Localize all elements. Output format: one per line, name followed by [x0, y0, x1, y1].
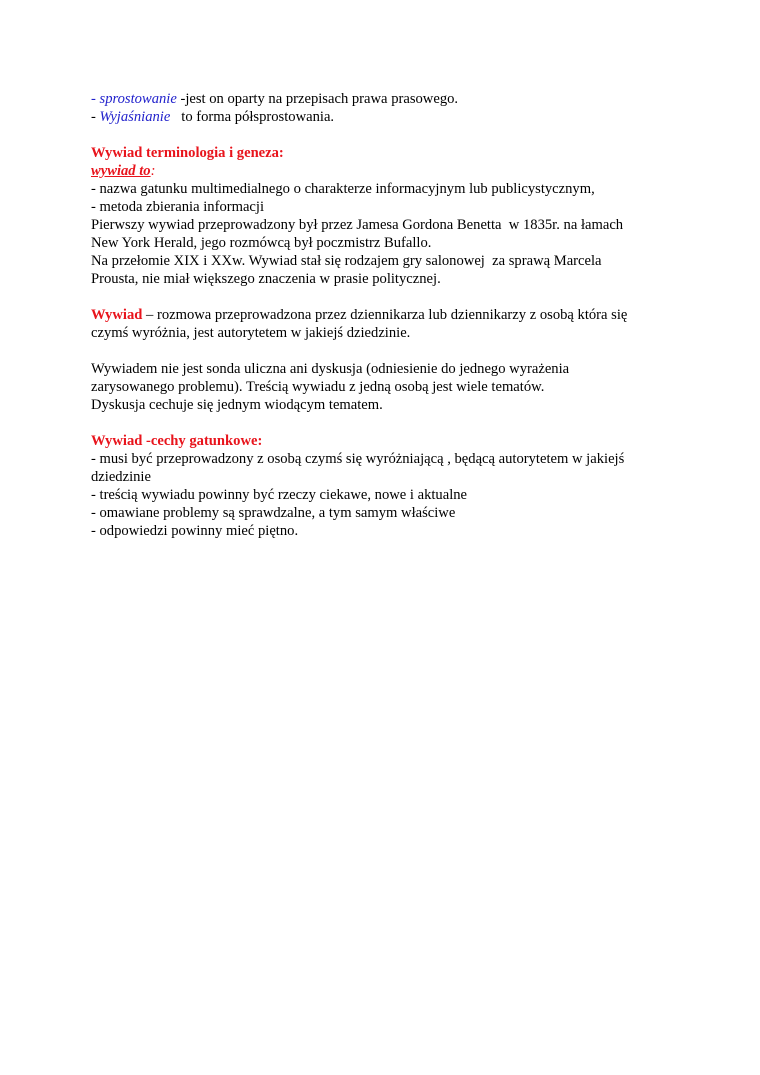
text-line: zarysowanego problemu). Treścią wywiadu z jedną osobą jest wiele tematów.: [91, 379, 545, 395]
wywiad-term: Wywiad: [91, 307, 143, 323]
wyjasnianie-line: [91, 108, 691, 126]
spacer: [91, 342, 691, 360]
text-line: - nazwa gatunku multimedialnego o charakterze informacyjnym lub publicystycznym,: [91, 181, 595, 197]
text-line: - metoda zbierania informacji: [91, 199, 265, 215]
spacer: [91, 288, 691, 306]
text-line: - odpowiedzi powinny mieć piętno.: [91, 523, 299, 539]
spacer: [91, 126, 691, 144]
text-line: dziedzinie: [91, 469, 151, 485]
spacer: [91, 414, 691, 432]
text-line: Pierwszy wywiad przeprowadzony był przez Jamesa Gordona Benetta w 1835r. na łamach: [91, 217, 624, 233]
text-line: czymś wyróżnia, jest autorytetem w jakiejś dziedzinie.: [91, 325, 411, 341]
text-line: - treścią wywiadu powinny być rzeczy ciekawe, nowe i aktualne: [91, 487, 468, 503]
dash: -: [91, 91, 100, 107]
sprostowanie-term: sprostowanie: [99, 91, 177, 107]
wywiad-definition-text: – rozmowa przeprowadzona przez dziennikarza lub dziennikarzy z osobą która się: [142, 307, 628, 323]
sprostowanie-definition: -jest on oparty na przepisach prawa prasowego.: [176, 91, 459, 107]
subheading-wywiad-to: [91, 162, 691, 180]
text-line: Dyskusja cechuje się jednym wiodącym tematem.: [91, 397, 383, 413]
dash: -: [91, 109, 100, 125]
sprostowanie-line: [91, 90, 691, 108]
text-line: New York Herald, jego rozmówcą był poczmistrz Bufallo.: [91, 235, 432, 251]
section-heading-terminology: Wywiad terminologia i geneza:: [91, 145, 284, 161]
text-line: Wywiadem nie jest sonda uliczna ani dyskusja (odniesienie do jednego wyrażenia: [91, 361, 570, 377]
text-line: - omawiane problemy są sprawdzalne, a tym samym właściwe: [91, 505, 456, 521]
section-heading-features: Wywiad -cechy gatunkowe:: [91, 433, 263, 449]
document-page: [91, 90, 691, 540]
text-line: - musi być przeprowadzony z osobą czymś się wyróżniającą , będącą autorytetem w jakiejś: [91, 451, 625, 467]
subheading-term: wywiad to: [91, 163, 151, 179]
subheading-colon: :: [150, 163, 156, 179]
text-line: Na przełomie XIX i XXw. Wywiad stał się rodzajem gry salonowej za sprawą Marcela: [91, 253, 602, 269]
text-line: Prousta, nie miał większego znaczenia w prasie politycznej.: [91, 271, 441, 287]
wyjasnianie-definition: to forma półsprostowania.: [170, 109, 335, 125]
wywiad-definition-line: [91, 306, 691, 324]
wyjasnianie-term: Wyjaśnianie: [99, 109, 171, 125]
